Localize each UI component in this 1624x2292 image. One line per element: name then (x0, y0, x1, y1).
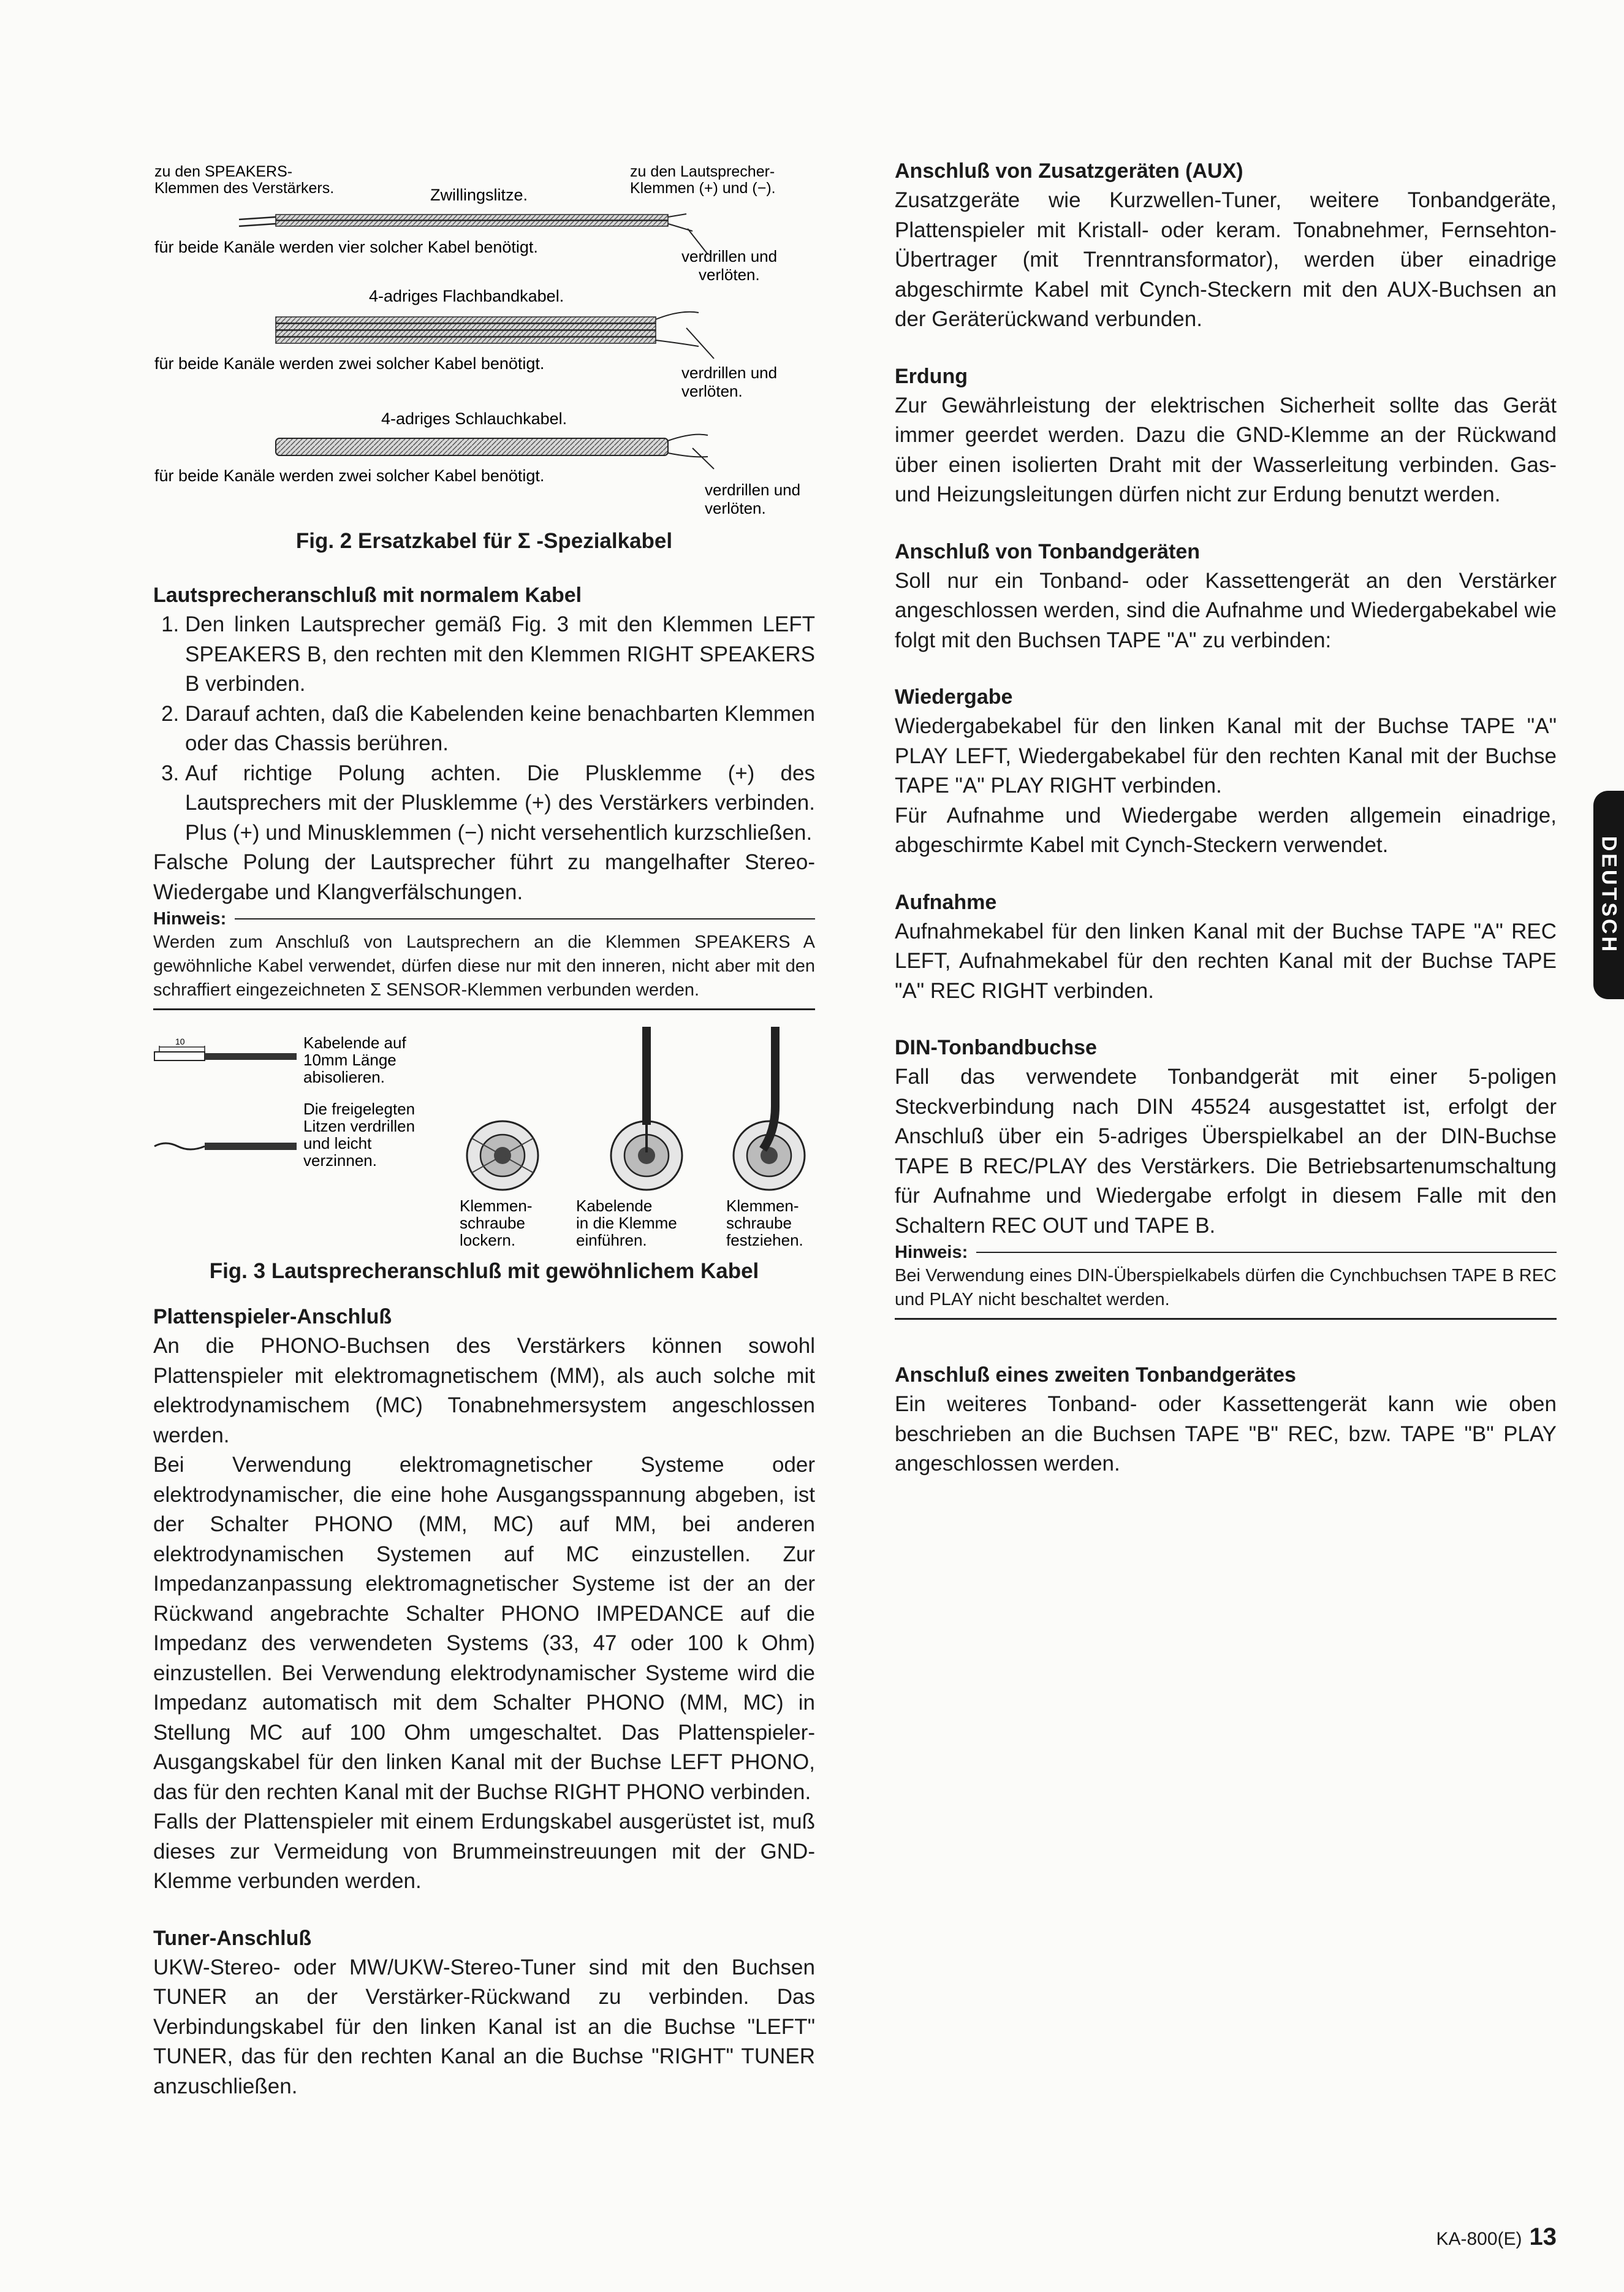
fig3-step3-b: schraube (726, 1214, 792, 1232)
fig2-verdrillen-3a: verdrillen und (705, 481, 801, 499)
wiedergabe-p2: Für Aufnahme und Wiedergabe werden allgemein einadrige, abgeschirmte Kabel mit Cynch-Steckern verwendet. (895, 803, 1557, 857)
fig3-label2-a: Die freigelegten (303, 1100, 415, 1118)
fig2-verdrillen-2a: verdrillen und (681, 364, 778, 382)
fig2-cable-diagram (153, 156, 815, 524)
fig2-top-right-label-2: Klemmen (+) und (−). (630, 180, 776, 197)
fig2-note-3: für beide Kanäle werden zwei solcher Kabel benötigt. (154, 466, 545, 485)
fig2-verdrillen-2b: verlöten. (681, 382, 743, 400)
fig3-label2-c: und leicht (303, 1134, 372, 1152)
heading-speaker-normal: Lautsprecheranschluß mit normalem Kabel (153, 584, 582, 607)
heading-din: DIN-Tonbandbuchse (895, 1036, 1097, 1059)
fig3-label1-a: Kabelende auf (303, 1034, 406, 1052)
fig3-step3-c: festziehen. (726, 1231, 803, 1249)
heading-phono: Plattenspieler-Anschluß (153, 1305, 392, 1328)
speaker-polarity-text: Falsche Polung der Lautsprecher führt zu mangelhafter Stereo-Wiedergabe und Klangverfälschungen. (153, 850, 815, 904)
heading-tuner: Tuner-Anschluß (153, 1926, 312, 1950)
page-footer (1436, 2223, 1557, 2251)
fig3-step3-a: Klemmen- (726, 1197, 799, 1215)
ribbon-cable-graphic (276, 312, 714, 359)
section-zweites (895, 1360, 1557, 1479)
fig3-terminal-diagram (153, 1024, 815, 1257)
section-erdung (895, 362, 1557, 510)
fig2-verdrillen-3b: verlöten. (705, 499, 766, 517)
speaker-step-3: 3. Auf richtige Polung achten. Die Plusklemme (+) des Lautsprechers mit der Plusklemme (+) des Verstärkers verbinden. Plus (+) und Minusklemmen (−) nicht versehentlich kurzschließen. (185, 759, 815, 848)
terminal-graphic-3 (734, 1027, 805, 1190)
right-column (895, 156, 1557, 1506)
heading-aux: Anschluß von Zusatzgeräten (AUX) (895, 159, 1243, 183)
fig3-step1-b: schraube (460, 1214, 525, 1232)
sheathed-cable-graphic (276, 435, 714, 469)
aux-p1: Zusatzgeräte wie Kurzwellen-Tuner, weitere Tonbandgeräte, Plattenspieler mit Kristall- oder keram. Tonabnehmer, Fernsehton-Übertrager (mit Trenntransformator), werden über einadrige abgeschirmte Kabel mit Cynch-Steckern mit den AUX-Buchsen an der Geräterückwand verbunden. (895, 188, 1557, 331)
fig2-schlauch-label: 4-adriges Schlauchkabel. (381, 409, 567, 428)
phono-p1: An die PHONO-Buchsen des Verstärkers können sowohl Plattenspieler mit elektromagnetischem (MM), als auch solche mit elektrodynamischem (MC) Tonabnehmersystem angeschlossen werden. (153, 1334, 815, 1447)
din-p1: Fall das verwendete Tonbandgerät mit einer 5-poligen Steckverbindung nach DIN 45524 ausgestattet ist, erfolgt der Anschluß über ein 5-adriges Überspielkabel an der DIN-Buchse TAPE B REC/PLAY des Verstärkers. Die Betriebsartenumschaltung für Aufnahme und Wiedergabe erfolgt in diesem Falle mit den Schaltern REC OUT und TAPE B. (895, 1065, 1557, 1238)
fig2-top-left-label-1: zu den SPEAKERS- (154, 163, 293, 180)
terminal-graphic-2 (611, 1027, 682, 1190)
fig2-note-2: für beide Kanäle werden zwei solcher Kabel benötigt. (154, 354, 545, 373)
fig3-label1-c: abisolieren. (303, 1068, 385, 1086)
erdung-p1: Zur Gewährleistung der elektrischen Sicherheit sollte das Gerät immer geerdet werden. Dazu die GND-Klemme an der Rückwand über einen isolierten Draht mit der Wasserleitung verbinden. Gas- und Heizungsleitungen dürfen nicht zur Erdung benutzt werden. (895, 393, 1557, 506)
fig3-step2-a: Kabelende (576, 1197, 653, 1215)
fig3-label2-b: Litzen verdrillen (303, 1117, 415, 1135)
tonband-p1: Soll nur ein Tonband- oder Kassettengerät an den Verstärker angeschlossen werden, sind die Aufnahme und Wiedergabekabel wie folgt mit den Buchsen TAPE "A" zu verbinden: (895, 568, 1557, 652)
twisted-wire-graphic-2 (154, 1143, 297, 1150)
hinweis-text-1: Werden zum Anschluß von Lautsprechern an die Klemmen SPEAKERS A gewöhnliche Kabel verwendet, dürfen diese nur mit den inneren, nicht aber mit den schraffiert eingezeichneten Σ SENSOR-Klemmen verbunden werden. (153, 932, 815, 1000)
fig3-step1-c: lockern. (460, 1231, 516, 1249)
speaker-step-1: 1. Den linken Lautsprecher gemäß Fig. 3 mit den Klemmen LEFT SPEAKERS B, den rechten mit den Klemmen RIGHT SPEAKERS B verbinden. (185, 610, 815, 699)
model-number: KA-800(E) (1436, 2229, 1522, 2249)
fig3-label2-d: verzinnen. (303, 1151, 377, 1170)
terminal-graphic-1 (467, 1121, 538, 1190)
svg-text:10: 10 (175, 1037, 185, 1046)
fig2-caption: Fig. 2 Ersatzkabel für Σ -Spezialkabel (295, 529, 673, 553)
phono-p3: Falls der Plattenspieler mit einem Erdungskabel ausgerüstet ist, muß dieses zur Vermeidung von Brummeinstreuungen mit der GND-Klemme verbunden werden. (153, 1810, 815, 1893)
heading-wiedergabe: Wiedergabe (895, 685, 1013, 709)
wiedergabe-p1: Wiedergabekabel für den linken Kanal mit der Buchse TAPE "A" PLAY LEFT, Wiedergabekabel für den rechten Kanal mit der Buchse TAPE "A" PLAY RIGHT verbinden. (895, 714, 1557, 798)
left-column (153, 156, 815, 2128)
fig2-note-1: für beide Kanäle werden vier solcher Kabel benötigt. (154, 238, 538, 256)
fig2-flachband-label: 4-adriges Flachbandkabel. (369, 287, 564, 305)
fig3-step1-a: Klemmen- (460, 1197, 533, 1215)
section-tonband (895, 537, 1557, 656)
section-speaker-normal (153, 581, 815, 1010)
fig2-top-left-label-2: Klemmen des Verstärkers. (154, 180, 335, 197)
hinweis-text-2: Bei Verwendung eines DIN-Überspielkabels dürfen die Cynchbuchsen TAPE B REC und PLAY nicht beschaltet werden. (895, 1266, 1557, 1309)
section-tuner (153, 1924, 815, 2102)
speaker-steps-list (153, 610, 815, 848)
fig3-step2-c: einführen. (576, 1231, 647, 1249)
section-aufnahme (895, 888, 1557, 1007)
heading-tonband: Anschluß von Tonbandgeräten (895, 539, 1201, 563)
tuner-p1: UKW-Stereo- oder MW/UKW-Stereo-Tuner sind mit den Buchsen TUNER an der Verstärker-Rückwand zu verbinden. Das Verbindungskabel für den linken Kanal ist an die Buchse "LEFT" TUNER, das für den rechten Kanal an die Buchse "RIGHT" TUNER anzuschließen. (153, 1955, 815, 2098)
language-tab-label: DEUTSCH (1597, 836, 1621, 954)
fig2-top-right-label-1: zu den Lautsprecher- (630, 163, 775, 180)
fig2-verdrillen-1a: verdrillen und (681, 247, 778, 265)
fig3-caption: Fig. 3 Lautsprecheranschluß mit gewöhnlichem Kabel (209, 1259, 759, 1283)
zweites-p1: Ein weiteres Tonband- oder Kassettengerät kann wie oben beschrieben an die Buchsen TAPE "B" REC, bzw. TAPE "B" PLAY angeschlossen werden. (895, 1392, 1557, 1475)
phono-p2: Bei Verwendung elektromagnetischer Systeme oder elektrodynamischer, die eine hohe Ausgangsspannung abgeben, ist der Schalter PHONO (MM, MC) auf MM, bei anderen elektrodynamischen Systemen auf MC einzustellen. Zur Impedanzanpassung elektromagnetischer Systeme ist der an der Rückwand angebrachte Schalter PHONO IMPEDANCE auf die Impedanz des verwendeten Systems (33, 47 oder 100 k Ohm) einzustellen. Bei Verwendung elektrodynamischer Systeme wird die Impedanz automatisch mit dem Schalter PHONO (MM, MC) in Stellung MC auf 100 Ohm umgeschaltet. Das Plattenspieler-Ausgangskabel für den linken Kanal mit der Buchse LEFT PHONO, das für den rechten Kanal mit der Buchse RIGHT PHONO verbinden. (153, 1453, 815, 1804)
section-aux (895, 156, 1557, 335)
hinweis-label-2: Hinweis: (895, 1241, 1557, 1264)
fig2-verdrillen-1b: verlöten. (699, 265, 760, 284)
page-number: 13 (1529, 2223, 1557, 2250)
language-tab (1593, 791, 1624, 999)
fig3-step2-b: in die Klemme (576, 1214, 677, 1232)
speaker-step-2: 2. Darauf achten, daß die Kabelenden keine benachbarten Klemmen oder das Chassis berühren. (185, 699, 815, 759)
aufnahme-p1: Aufnahmekabel für den linken Kanal mit der Buchse TAPE "A" REC LEFT, Aufnahmekabel für den rechten Kanal mit der Buchse TAPE "A" REC RIGHT verbinden. (895, 919, 1557, 1003)
heading-aufnahme: Aufnahme (895, 890, 997, 914)
fig3-label1-b: 10mm Länge (303, 1051, 397, 1069)
fig2-zwillingslitze: Zwillingslitze. (430, 186, 528, 204)
heading-zweites: Anschluß eines zweiten Tonbandgerätes (895, 1363, 1296, 1387)
heading-erdung: Erdung (895, 364, 968, 388)
section-din (895, 1033, 1557, 1320)
section-phono (153, 1302, 815, 1897)
section-wiedergabe (895, 682, 1557, 861)
stripped-wire-graphic-1 (154, 1037, 297, 1060)
hinweis-label-1: Hinweis: (153, 907, 815, 931)
